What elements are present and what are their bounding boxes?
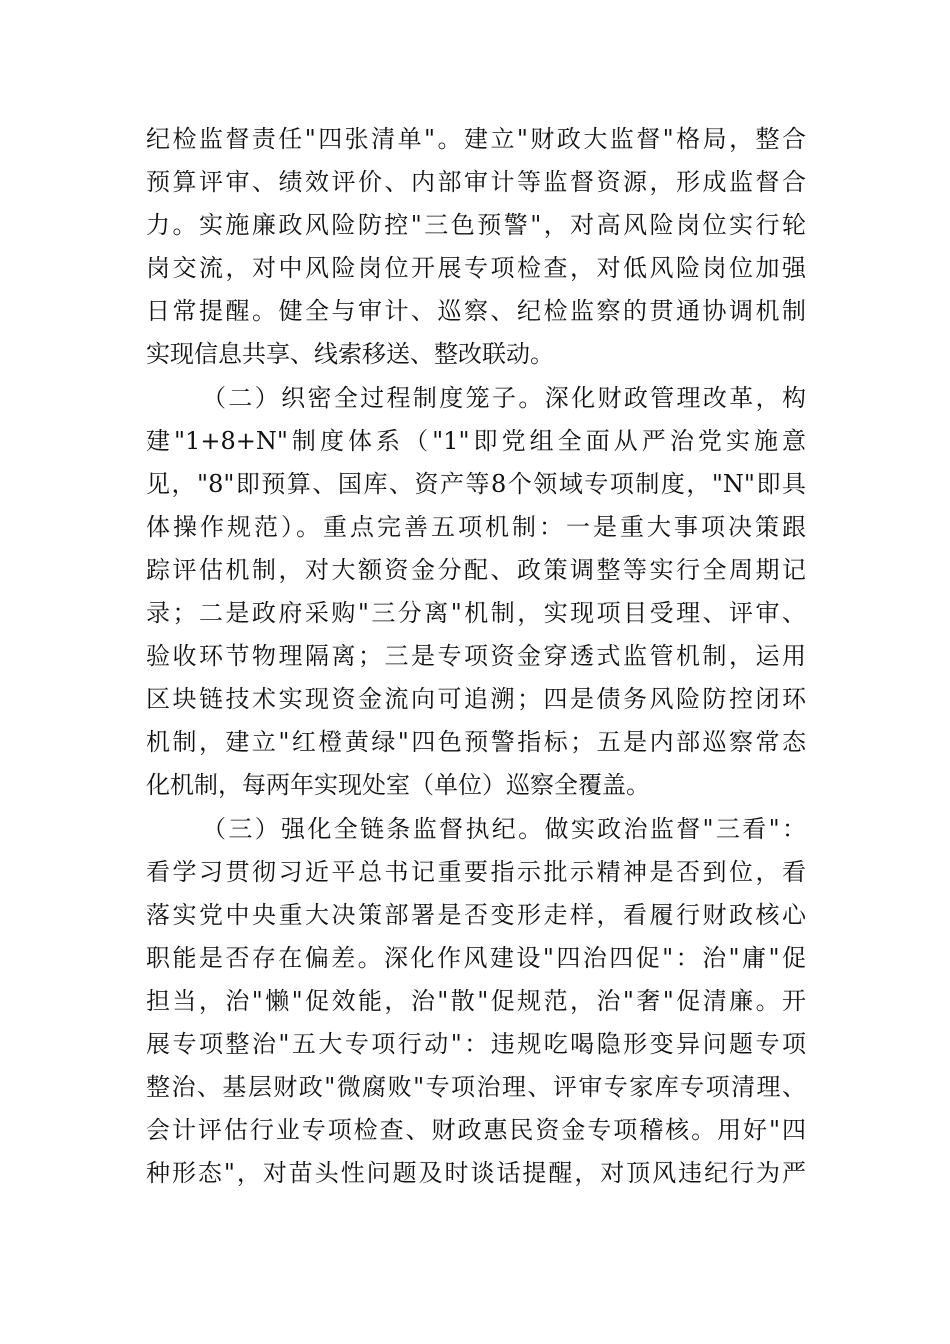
text-line: 踪评估机制，对大额资金分配、政策调整等实行全周期记	[146, 555, 806, 584]
text-line: 落实党中央重大决策部署是否变形走样，看履行财政核心	[146, 900, 806, 929]
section-heading-line: （三）强化全链条监督执纪。做实政治监督"三看"：	[202, 814, 806, 843]
body-text	[146, 118, 806, 1195]
text-line: 岗交流，对中风险岗位开展专项检查，对低风险岗位加强	[146, 254, 806, 283]
text-line: 日常提醒。健全与审计、巡察、纪检监察的贯通协调机制	[146, 297, 806, 326]
text-line: 区块链技术实现资金流向可追溯；四是债务风险防控闭环	[146, 685, 806, 714]
text-line: 种形态"，对苗头性问题及时谈话提醒，对顶风违纪行为严	[146, 1159, 806, 1188]
text-line: 录；二是政府采购"三分离"机制，实现项目受理、评审、	[146, 599, 806, 628]
text-line: 建"1+8+N"制度体系（"1"即党组全面从严治党实施意	[146, 426, 806, 455]
text-line: 整治、基层财政"微腐败"专项治理、评审专家库专项清理、	[146, 1073, 806, 1102]
text-line: 验收环节物理隔离；三是专项资金穿透式监管机制，运用	[146, 642, 806, 671]
text-line: 担当，治"懒"促效能，治"散"促规范，治"奢"促清廉。开	[146, 986, 806, 1015]
text-line: 机制，建立"红橙黄绿"四色预警指标；五是内部巡察常态	[146, 728, 806, 757]
text-line: 会计评估行业专项检查、财政惠民资金专项稽核。用好"四	[146, 1116, 806, 1145]
text-line: 预算评审、绩效评价、内部审计等监督资源，形成监督合	[146, 168, 806, 197]
text-line: 纪检监督责任"四张清单"。建立"财政大监督"格局，整合	[146, 125, 806, 153]
text-line: 职能是否存在偏差。深化作风建设"四治四促"：治"庸"促	[146, 943, 806, 972]
text-line: 实现信息共享、线索移送、整改联动。	[146, 340, 554, 369]
text-line: 展专项整治"五大专项行动"：违规吃喝隐形变异问题专项	[146, 1029, 806, 1058]
text-line: 看学习贯彻习近平总书记重要指示批示精神是否到位，看	[146, 857, 806, 886]
text-line: 见，"8"即预算、国库、资产等8个领域专项制度，"N"即具	[146, 469, 806, 498]
text-line: 化机制，每两年实现处室（单位）巡察全覆盖。	[146, 771, 650, 800]
text-line: 体操作规范）。重点完善五项机制：一是重大事项决策跟	[146, 512, 806, 541]
text-line: 力。实施廉政风险防控"三色预警"，对高风险岗位实行轮	[146, 211, 806, 240]
section-heading-line: （二）织密全过程制度笼子。深化财政管理改革，构	[202, 383, 806, 412]
